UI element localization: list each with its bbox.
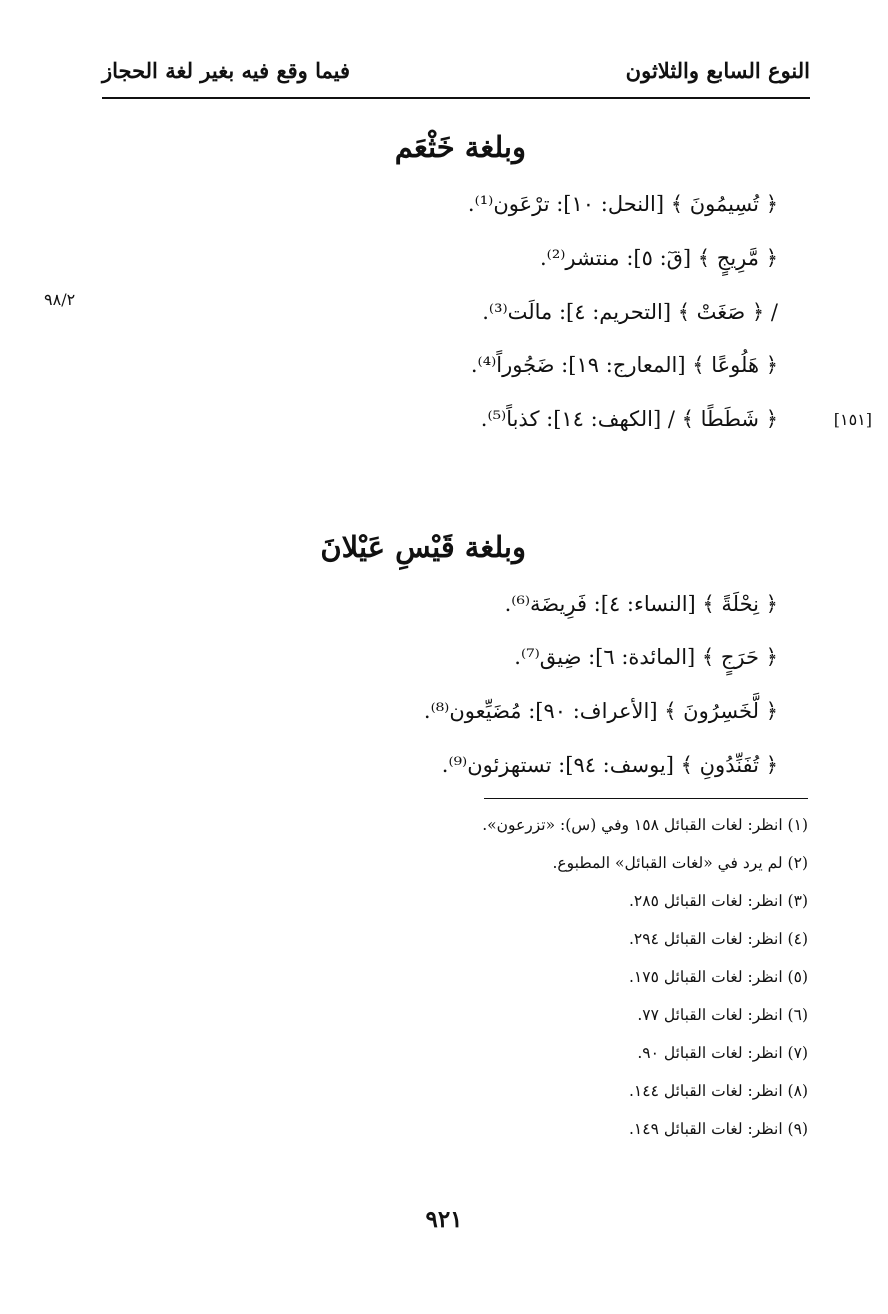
page-number: ٩٢١ [425,1206,463,1233]
footnote: (١) انظر: لغات القبائل ١٥٨ وفي (س): «تزرعون». [482,816,808,834]
entry-line: ﴿ نِحْلَةً ﴾ [النساء: ٤]: فَرِيضَة⁽⁶⁾. [504,592,778,616]
margin-note-left: ٩٨/٢ [44,290,76,309]
running-header-chapter: النوع السابع والثلاثون [625,58,810,83]
footnote-divider [484,798,808,799]
footnote: (٣) انظر: لغات القبائل ٢٨٥. [628,892,808,910]
footnote: (٨) انظر: لغات القبائل ١٤٤. [628,1082,808,1100]
entry-line: ﴿ مَّرِيجٍ ﴾ [قٓ: ٥]: منتشر⁽²⁾. [539,246,778,270]
entry-line: ﴿ تُفَنِّدُونِ ﴾ [يوسف: ٩٤]: تستهزئون⁽⁹⁾. [441,753,778,777]
section-title-khatham: وبلغة خَثْعَم [394,130,526,164]
entry-line: ﴿ شَطَطًا ﴾ / [الكهف: ١٤]: كذباً⁽⁵⁾. [480,407,778,431]
running-header-topic: فيما وقع فيه بغير لغة الحجاز [102,58,351,83]
entry-line: ﴿ هَلُوعًا ﴾ [المعارج: ١٩]: ضَجُوراً⁽⁴⁾. [470,353,778,377]
entry-line: ﴿ تُسِيمُونَ ﴾ [النحل: ١٠]: ترْعَون⁽¹⁾. [467,192,778,216]
header-divider [102,97,810,99]
footnote: (٥) انظر: لغات القبائل ١٧٥. [628,968,808,986]
footnote: (٧) انظر: لغات القبائل ٩٠. [637,1044,808,1062]
footnote: (٤) انظر: لغات القبائل ٢٩٤. [628,930,808,948]
footnote: (٩) انظر: لغات القبائل ١٤٩. [628,1120,808,1138]
footnote: (٦) انظر: لغات القبائل ٧٧. [637,1006,808,1024]
entry-line: ﴿ حَرَجٍ ﴾ [المائدة: ٦]: ضِيق⁽⁷⁾. [514,645,778,669]
entry-line: / ﴿ صَغَتْ ﴾ [التحريم: ٤]: مالَت⁽³⁾. [482,300,778,324]
entry-line: ﴿ لَّخَسِرُونَ ﴾ [الأعراف: ٩٠]: مُضَيِّعون⁽⁸⁾. [423,699,778,723]
footnote: (٢) لم يرد في «لغات القبائل» المطبوع. [552,854,808,872]
margin-note-right: [١٥١] [833,410,872,429]
section-title-qays-aylan: وبلغة قَيْسِ عَيْلانَ [320,530,526,564]
